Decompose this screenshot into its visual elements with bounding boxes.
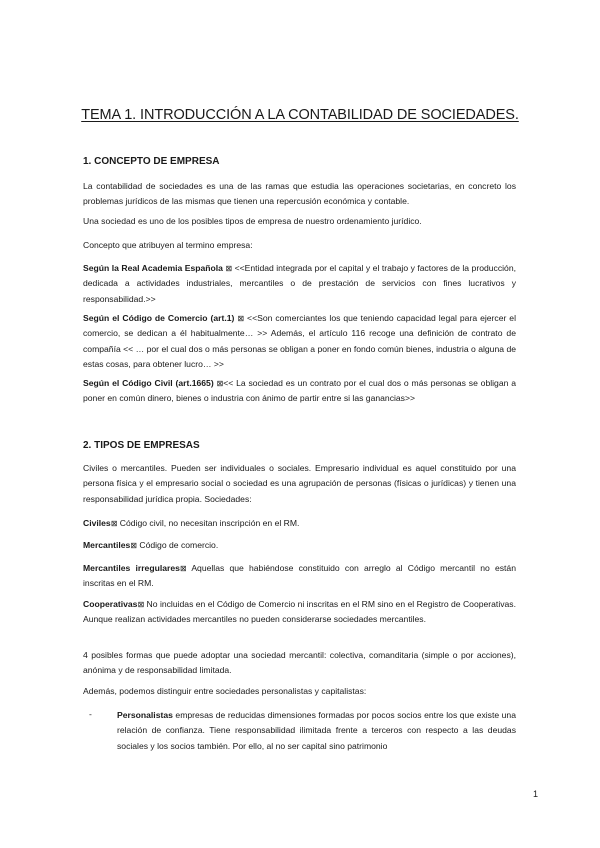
arrow-glyph: ⊠ [216, 379, 224, 388]
section-2-heading: 2. TIPOS DE EMPRESAS [83, 440, 200, 451]
bullet-dash: - [89, 709, 92, 719]
s2-formas-paragraph: 4 posibles formas que puede adoptar una sociedad mercantil: colectiva, comanditaria (simple o por acciones), anónima y de responsabilidad limitada. [83, 650, 516, 676]
civiles-text: Código civil, no necesitan inscripción en el RM. [117, 518, 300, 528]
mercantiles-label: Mercantiles [83, 540, 131, 550]
s2-paragraph-1: Civiles o mercantiles. Pueden ser individuales o sociales. Empresario individual es aquel constituido por una persona física y el empresario social o sociedad es una agrupación de personas (físicas o jurídicas) y tienen una responsabilidad jurídica propia. Sociedades: [83, 463, 516, 504]
section-1-heading: 1. CONCEPTO DE EMPRESA [83, 156, 220, 167]
s2-ademas-paragraph: Además, podemos distinguir entre sociedades personalistas y capitalistas: [83, 686, 367, 696]
cooperativas-text: No incluidas en el Código de Comercio ni inscritas en el RM sino en el Registro de Cooperativas. Aunque realizan actividades mercantiles no pueden considerarse sociedades mercantiles. [83, 599, 516, 625]
civ-text: << La sociedad es un contrato por el cual dos o más personas se obligan a poner en común dinero, bienes o industria con ánimo de partir entre si las ganancias>> [83, 378, 516, 404]
code-commerce-definition [83, 311, 516, 373]
arrow-glyph: ⊠ [137, 600, 145, 609]
mercantiles-text: Código de comercio. [137, 540, 219, 550]
civiles-item [83, 516, 516, 531]
rae-text: <<Entidad integrada por el capital y el trabajo y factores de la producción, dedicada a actividades industriales, mercantiles o de prestación de servicios con fines lucrativos y responsabilidad.>> [83, 263, 516, 304]
cooperativas-label: Cooperativas [83, 599, 138, 609]
arrow-glyph: ⊠ [179, 564, 187, 573]
cc-text: <<Son comerciantes los que teniendo capacidad legal para ejercer el comercio, se dedican a él habitualmente… >> Además, el artículo 116 recoge una definición de contrato de compañía << … por el cual dos o más personas se obligan a poner en fondo común bienes, industria o alguna de estas cosas, para obtener lucro… >> [83, 313, 516, 370]
document-title: TEMA 1. INTRODUCCIÓN A LA CONTABILIDAD DE SOCIEDADES. [81, 107, 519, 123]
rae-label: Según la Real Academia Española [83, 263, 223, 273]
personalistas-text: empresas de reducidas dimensiones formadas por pocos socios entre los que existe una relación de confianza. Tiene responsabilidad ilimitada frente a terceros con respecto a las deudas sociales y los socios también. Por ello, al no ser capital sino patrimonio [117, 710, 516, 751]
s1-paragraph-3: Concepto que atribuyen al termino empresa: [83, 240, 253, 250]
rae-definition [83, 261, 516, 307]
s1-paragraph-1: La contabilidad de sociedades es una de las ramas que estudia las operaciones societarias, en concreto los problemas jurídicos de las mismas que tienen una repercusión económica y contable. [83, 181, 516, 207]
arrow-glyph: ⊠ [130, 541, 137, 550]
cc-label: Según el Código de Comercio (art.1) [83, 313, 235, 323]
page-number: 1 [533, 789, 539, 799]
civiles-label: Civiles [83, 518, 111, 528]
civil-code-definition [83, 376, 516, 407]
irregulares-text: Aquellas que habiéndose constituido con arreglo al Código mercantil no están inscritas en el RM. [83, 563, 516, 589]
mercantiles-item [83, 538, 516, 553]
cooperativas-item [83, 597, 516, 628]
arrow-glyph: ⊠ [237, 314, 245, 323]
arrow-glyph: ⊠ [110, 519, 118, 528]
civ-label: Según el Código Civil (art.1665) [83, 378, 214, 388]
irregulares-label: Mercantiles irregulares [83, 563, 180, 573]
irregulares-item [83, 561, 516, 592]
arrow-glyph: ⊠ [225, 264, 233, 273]
s1-paragraph-2: Una sociedad es uno de los posibles tipos de empresa de nuestro ordenamiento jurídico. [83, 216, 422, 226]
personalistas-bullet [117, 708, 516, 754]
personalistas-label: Personalistas [117, 710, 173, 720]
